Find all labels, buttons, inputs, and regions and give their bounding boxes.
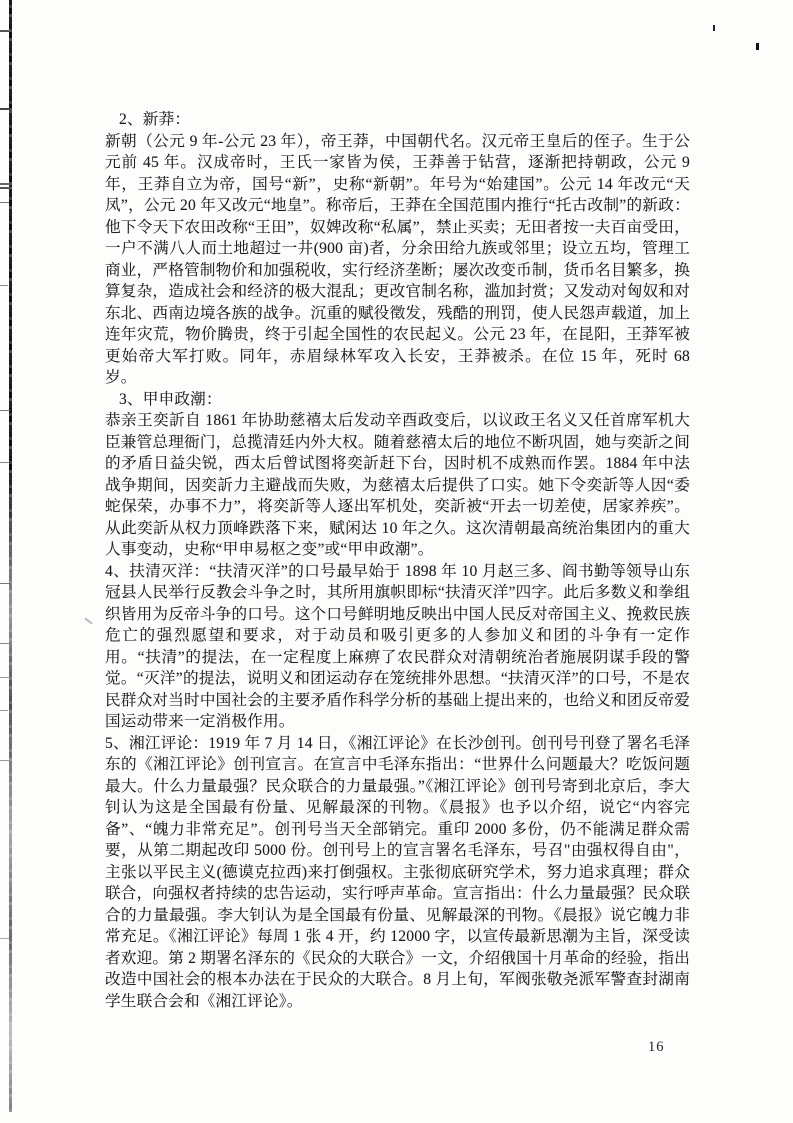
scan-tick-artifact bbox=[0, 108, 12, 110]
section-xin-mang bbox=[105, 109, 690, 389]
scan-speck-artifact bbox=[756, 43, 759, 50]
section-jiashen-zhengchao bbox=[105, 389, 690, 561]
scan-tick-artifact bbox=[0, 410, 10, 411]
scan-speck-artifact bbox=[84, 618, 93, 625]
page-number: 16 bbox=[648, 1039, 665, 1055]
section-paragraph: 5、湘江评论：1919 年 7 月 14 日，《湘江评论》在长沙创刊。创刊号刊登了署名毛泽东的《湘江评论》创刊宣言。在宣言中毛泽东指出：“世界什么问题最大？吃饭问题最大。什么力量最强？民众联合的力量最强。”《湘江评论》创刊号寄到北京后，李大钊认为这是全国最有份量、见解最深的刊物。《晨报》也予以介绍，说它“内容完备”、“魄力非常充足”。创刊号当天全部销完。重印 2000 多份，仍不能满足群众需要，从第二期起改印 5000 份。创刊号上的宣言署名毛泽东，号召"由强权得自由"，主张以平民主义(德谟克拉西)来打倒强权。主张彻底研究学术，努力追求真理；群众联合，向强权者持续的忠告运动，实行呼声革命。宣言指出：什么力量最强？民众联合的力量最强。李大钊认为是全国最有份量、见解最深的刊物。《晨报》说它魄力非常充足。《湘江评论》每周 1 张 4 开，约 12000 字，以宣传最新思潮为主旨，深受读者欢迎。第 2 期署名泽东的《民众的大联合》一文，介绍俄国十月革命的经验，指出改造中国社会的根本办法在于民众的大联合。8 月上旬，军阀张敬尧派军警查封湖南学生联合会和《湘江评论》。 bbox=[105, 734, 690, 1010]
scan-tick-artifact bbox=[0, 710, 8, 711]
scan-tick-artifact bbox=[0, 462, 9, 463]
section-heading: 3、甲申政潮： bbox=[119, 390, 222, 408]
section-paragraph: 恭亲王奕訢自 1861 年协助慈禧太后发动辛酉政变后，以议政王名义又任首席军机大臣兼管总理衙门，总揽清廷内外大权。随着慈禧太后的地位不断巩固，她与奕訢之间的矛盾日益尖锐，西太后曾试图将奕訢赶下台，因时机不成熟而作罢。1884 年中法战争期间，因奕訢力主避战而失败，为慈禧太后提供了口实。她下令奕訢等人因“委蛇保荣，办事不力”，将奕訢等人逐出军机处，奕訢被“开去一切差使，居家养疾”。从此奕訢从权力顶峰跌落下来，赋闲达 10 年之久。这次清朝最高统治集团内的重大人事变动，史称“甲申易枢之变”或“甲申政潮”。 bbox=[105, 412, 690, 558]
scan-tick-artifact bbox=[0, 760, 10, 761]
section-fuqing-mieyang bbox=[105, 561, 690, 733]
scan-binding-edge-fade bbox=[8, 0, 13, 1112]
scan-tick-artifact bbox=[0, 202, 9, 203]
scan-tick-artifact bbox=[0, 30, 11, 32]
scan-tick-artifact bbox=[0, 285, 8, 286]
scan-tick-artifact bbox=[0, 183, 10, 185]
document-content bbox=[105, 109, 690, 1012]
scan-tick-artifact bbox=[0, 938, 9, 939]
scan-tick-artifact bbox=[0, 187, 12, 189]
section-paragraph: 新朝（公元 9 年-公元 23 年），帝王莽，中国朝代名。汉元帝王皇后的侄子。生于公元前 45 年。汉成帝时，王氏一家皆为侯，王莽善于钻营，逐渐把持朝政，公元 9 年，王莽自立为帝，国号“新”，史称“新朝”。年号为“始建国”。公元 14 年改元“天凤”，公元 20 年又改元“地皇”。称帝后，王莽在全国范围内推行“托古改制”的新政：他下令天下农田改称“王田”，奴婢改称“私属”，禁止买卖；无田者按一夫百亩受田，一户不满八人而土地超过一井(900 亩)者，分余田给九族或邻里；设立五均，管理工商业，严格管制物价和加强税收，实行经济垄断；屡次改变币制，货币名目繁多，换算复杂，造成社会和经济的极大混乱；更改官制名称，滥加封赏；又发动对匈奴和对东北、西南边境各族的战争。沉重的赋役徵发，残酷的刑罚，使人民怨声载道，加上连年灾荒，物价腾贵，终于引起全国性的农民起义。公元 23 年，在昆阳，王莽军被更始帝大军打败。同年，赤眉绿林军攻入长安，王莽被杀。在位 15 年，死时 68 岁。 bbox=[105, 132, 690, 386]
section-paragraph: 4、扶清灭洋：“扶清灭洋”的口号最早始于 1898 年 10 月赵三多、阎书勤等领导山东冠县人民举行反教会斗争之时，其所用旗帜即标“扶清灭洋”四字。此后多数义和拳组织皆用为反帝斗争的口号。这个口号鲜明地反映出中国人民反对帝国主义、挽救民族危亡的强烈愿望和要求，对于动员和吸引更多的人参加义和团的斗争有一定作用。“扶清”的提法，在一定程度上麻痹了农民群众对清朝统治者施展阴谋手段的警觉。“灭洋”的提法，说明义和团运动存在笼统排外思想。“扶清灭洋”的口号，不是农民群众对当时中国社会的主要矛盾作科学分析的基础上提出来的，也给义和团反帝爱国运动带来一定消极作用。 bbox=[105, 562, 690, 730]
scan-tick-artifact bbox=[0, 643, 9, 644]
scan-tick-artifact bbox=[0, 677, 10, 678]
section-heading: 2、新莽： bbox=[119, 111, 191, 128]
section-xiangjiang-pinglun bbox=[105, 733, 690, 1013]
scan-tick-artifact bbox=[0, 583, 11, 584]
scan-speck-artifact bbox=[713, 25, 715, 31]
